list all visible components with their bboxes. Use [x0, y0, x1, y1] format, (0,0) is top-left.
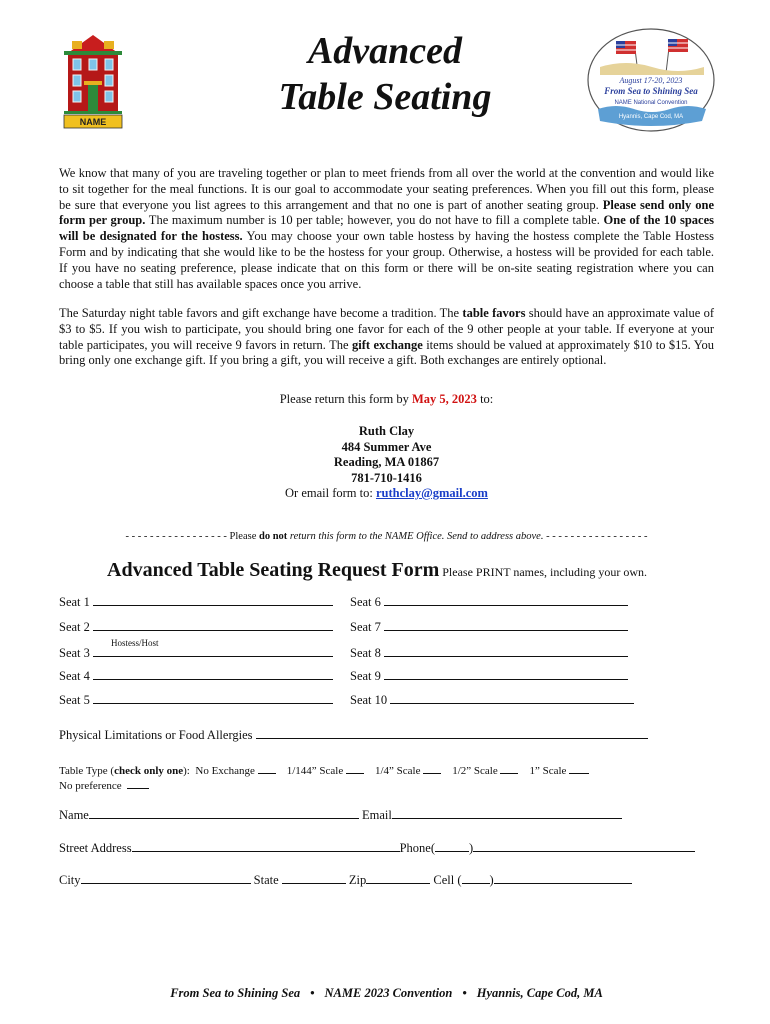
- footer-event: NAME 2023 Convention: [324, 986, 453, 1000]
- return-prefix: Please return this form by: [279, 392, 412, 406]
- intro-text: You may choose your own table hostess by having the hostess complete the Table Hostess Form and by indicating that she would like to be the hostess for your group. Otherwise, a hostess will be provided for each table. If you have no seating preference, please indicate that on this form or there will be on-site seating registration where you can choose a table that still has available spaces once you arrive.: [59, 229, 714, 291]
- title-line-1: Advanced: [307, 30, 463, 72]
- seat-label: Seat 6: [350, 595, 381, 609]
- option-1-144-scale: 1/144” Scale: [286, 765, 344, 777]
- cell-area-input[interactable]: [462, 872, 490, 884]
- form-title: Advanced Table Seating Request Form: [107, 559, 440, 581]
- seat-9-input[interactable]: [384, 668, 628, 680]
- seat-label: Seat 2: [59, 620, 90, 634]
- phone-label: Phone(: [399, 841, 435, 855]
- intro-text: The maximum number is 10 per table; however, you do not have to fill a complete table.: [145, 213, 604, 228]
- email-input[interactable]: [392, 807, 622, 819]
- footer-theme: From Sea to Shining Sea: [170, 986, 301, 1000]
- seat-row: [350, 645, 628, 661]
- footer-location: Hyannis, Cape Cod, MA: [476, 986, 603, 1000]
- intro-text: We know that many of you are traveling together or plan to meet friends from all over the world at the convention and would like to sit together for the meal functions. It is our goal to accommodate your seating preferences. When you fill out this form, please be sure that everyone you list agrees to this arrangement and that no one is part of another seating group.: [59, 166, 714, 212]
- option-1-4-scale: 1/4” Scale: [374, 765, 421, 777]
- scale-1-144-check[interactable]: [346, 762, 364, 774]
- name-email-row: [59, 807, 622, 823]
- table-type-emphasis: check only one: [114, 765, 184, 777]
- email-link[interactable]: ruthclay@gmail.com: [375, 486, 488, 500]
- seat-row: [59, 619, 333, 635]
- form-heading: [107, 559, 727, 582]
- recipient-name: Ruth Clay: [358, 424, 415, 438]
- seat-label: Seat 1: [59, 595, 90, 609]
- seat-row: [350, 692, 634, 708]
- intro-paragraph: [59, 166, 714, 292]
- seat-6-input[interactable]: [384, 594, 628, 606]
- return-suffix: to:: [476, 392, 494, 406]
- seat-label: Seat 5: [59, 693, 90, 707]
- one-form-note: Please send only one form per group.: [59, 197, 715, 228]
- seat-row: [350, 594, 628, 610]
- seat-row: [350, 668, 628, 684]
- seat-label: Seat 4: [59, 669, 90, 683]
- phone-area-input[interactable]: [435, 840, 469, 852]
- due-date: May 5, 2023: [412, 392, 477, 406]
- notice-text: return this form to the NAME Office. Send to address above.: [287, 531, 547, 542]
- logo-theme: From Sea to Shining Sea: [604, 86, 698, 96]
- favors-paragraph: [59, 306, 714, 369]
- state-label: State: [253, 873, 279, 887]
- cell-input[interactable]: [494, 872, 632, 884]
- title-line-2: Table Seating: [278, 76, 492, 118]
- footer-separator: •: [310, 986, 315, 1000]
- street-input[interactable]: [132, 840, 400, 852]
- office-notice: [59, 531, 714, 542]
- mailing-address: [59, 424, 714, 486]
- seat-row: [59, 594, 333, 610]
- name-house-logo: [60, 33, 126, 129]
- seat-5-input[interactable]: [93, 692, 333, 704]
- notice-text: Please: [226, 531, 259, 542]
- seat-row: [59, 668, 333, 684]
- seat-row: [350, 619, 628, 635]
- hostess-note: One of the 10 spaces will be designated for the hostess.: [59, 213, 714, 244]
- seat-2-input[interactable]: [93, 619, 333, 631]
- limitations-row: [59, 727, 648, 743]
- cell-label: Cell (: [433, 873, 462, 887]
- name-input[interactable]: [89, 807, 359, 819]
- seat-label: Seat 10: [350, 693, 388, 707]
- footer: [59, 986, 714, 1001]
- option-1-2-scale: 1/2” Scale: [452, 765, 498, 777]
- footer-separator: •: [462, 986, 467, 1000]
- logo-event: NAME National Convention: [614, 100, 688, 106]
- email-line: [59, 486, 714, 502]
- address-phone-row: [59, 840, 695, 856]
- scale-1-2-check[interactable]: [500, 762, 518, 774]
- zip-input[interactable]: [366, 872, 430, 884]
- favors-text: The Saturday night table favors and gift exchange have become a tradition. The: [59, 306, 463, 320]
- email-label: Email: [361, 808, 392, 822]
- city-input[interactable]: [81, 872, 251, 884]
- seat-label: Seat 8: [350, 646, 381, 660]
- convention-logo: [586, 27, 716, 133]
- favors-emphasis: table favors: [462, 306, 526, 320]
- seat-label: Seat 7: [350, 620, 381, 634]
- phone-input[interactable]: [473, 840, 695, 852]
- logo-dates: August 17-20, 2023: [619, 76, 683, 85]
- seat-3-input[interactable]: [93, 645, 333, 657]
- city-state-row: [59, 872, 632, 888]
- state-input[interactable]: [282, 872, 346, 884]
- seat-10-input[interactable]: [390, 692, 634, 704]
- favors-text: items should be valued at approximately $10 to $15. You bring only one exchange gift. If you bring a gift, you will receive a gift. Both exchanges are entirely optional.: [59, 337, 714, 368]
- seat-label: Seat 3: [59, 646, 90, 660]
- seat-row: [59, 692, 333, 708]
- hostess-label: Hostess/Host: [111, 638, 159, 648]
- limitations-input[interactable]: [256, 727, 648, 739]
- gift-emphasis: gift exchange: [352, 337, 423, 352]
- logo-place: Hyannis, Cape Cod, MA: [618, 114, 684, 120]
- option-1-inch-scale: 1” Scale: [529, 765, 567, 777]
- page-title: [200, 28, 570, 120]
- limitations-label: Physical Limitations or Food Allergies: [59, 728, 253, 742]
- seat-row: [59, 645, 333, 661]
- return-instructions: [59, 392, 714, 408]
- table-type-label: ):: [183, 765, 190, 777]
- seat-1-input[interactable]: [93, 594, 333, 606]
- recipient-city: Reading, MA 01867: [333, 455, 440, 469]
- city-label: City: [59, 873, 81, 887]
- phone-close: ): [468, 841, 474, 855]
- name-label: Name: [59, 808, 89, 822]
- recipient-street: 484 Summer Ave: [341, 439, 432, 454]
- seat-8-input[interactable]: [384, 645, 628, 657]
- logo-label: NAME: [79, 117, 107, 127]
- dash-rule: - - - - - - - - - - - - - - - - -: [546, 531, 648, 542]
- dash-rule: - - - - - - - - - - - - - - - - -: [125, 531, 227, 542]
- scale-1-4-check[interactable]: [423, 762, 441, 774]
- table-type-row: [59, 762, 589, 777]
- street-label: Street Address: [59, 841, 132, 855]
- zip-label: Zip: [348, 873, 367, 887]
- no-preference-row: [59, 777, 149, 792]
- favors-text: should have an approximate value of $3 to $5. If you wish to participate, you should bring one favor for each of the 9 other people at your table. If everyone at your table participates, you will receive 9 favors in return. The: [59, 306, 714, 352]
- table-type-label: Table Type (: [59, 765, 115, 777]
- seat-label: Seat 9: [350, 669, 381, 683]
- no-preference-label: No preference: [59, 780, 122, 792]
- form-subtitle: Please PRINT names, including your own.: [439, 565, 648, 579]
- no-preference-check[interactable]: [127, 777, 149, 789]
- scale-1-inch-check[interactable]: [569, 762, 589, 774]
- option-no-exchange: No Exchange: [195, 765, 255, 777]
- seat-4-input[interactable]: [93, 668, 333, 680]
- email-prefix: Or email form to:: [285, 486, 376, 500]
- no-exchange-check[interactable]: [258, 762, 276, 774]
- notice-emphasis: do not: [258, 531, 288, 542]
- cell-close: ): [489, 873, 494, 887]
- seat-7-input[interactable]: [384, 619, 628, 631]
- recipient-phone: 781-710-1416: [351, 470, 422, 485]
